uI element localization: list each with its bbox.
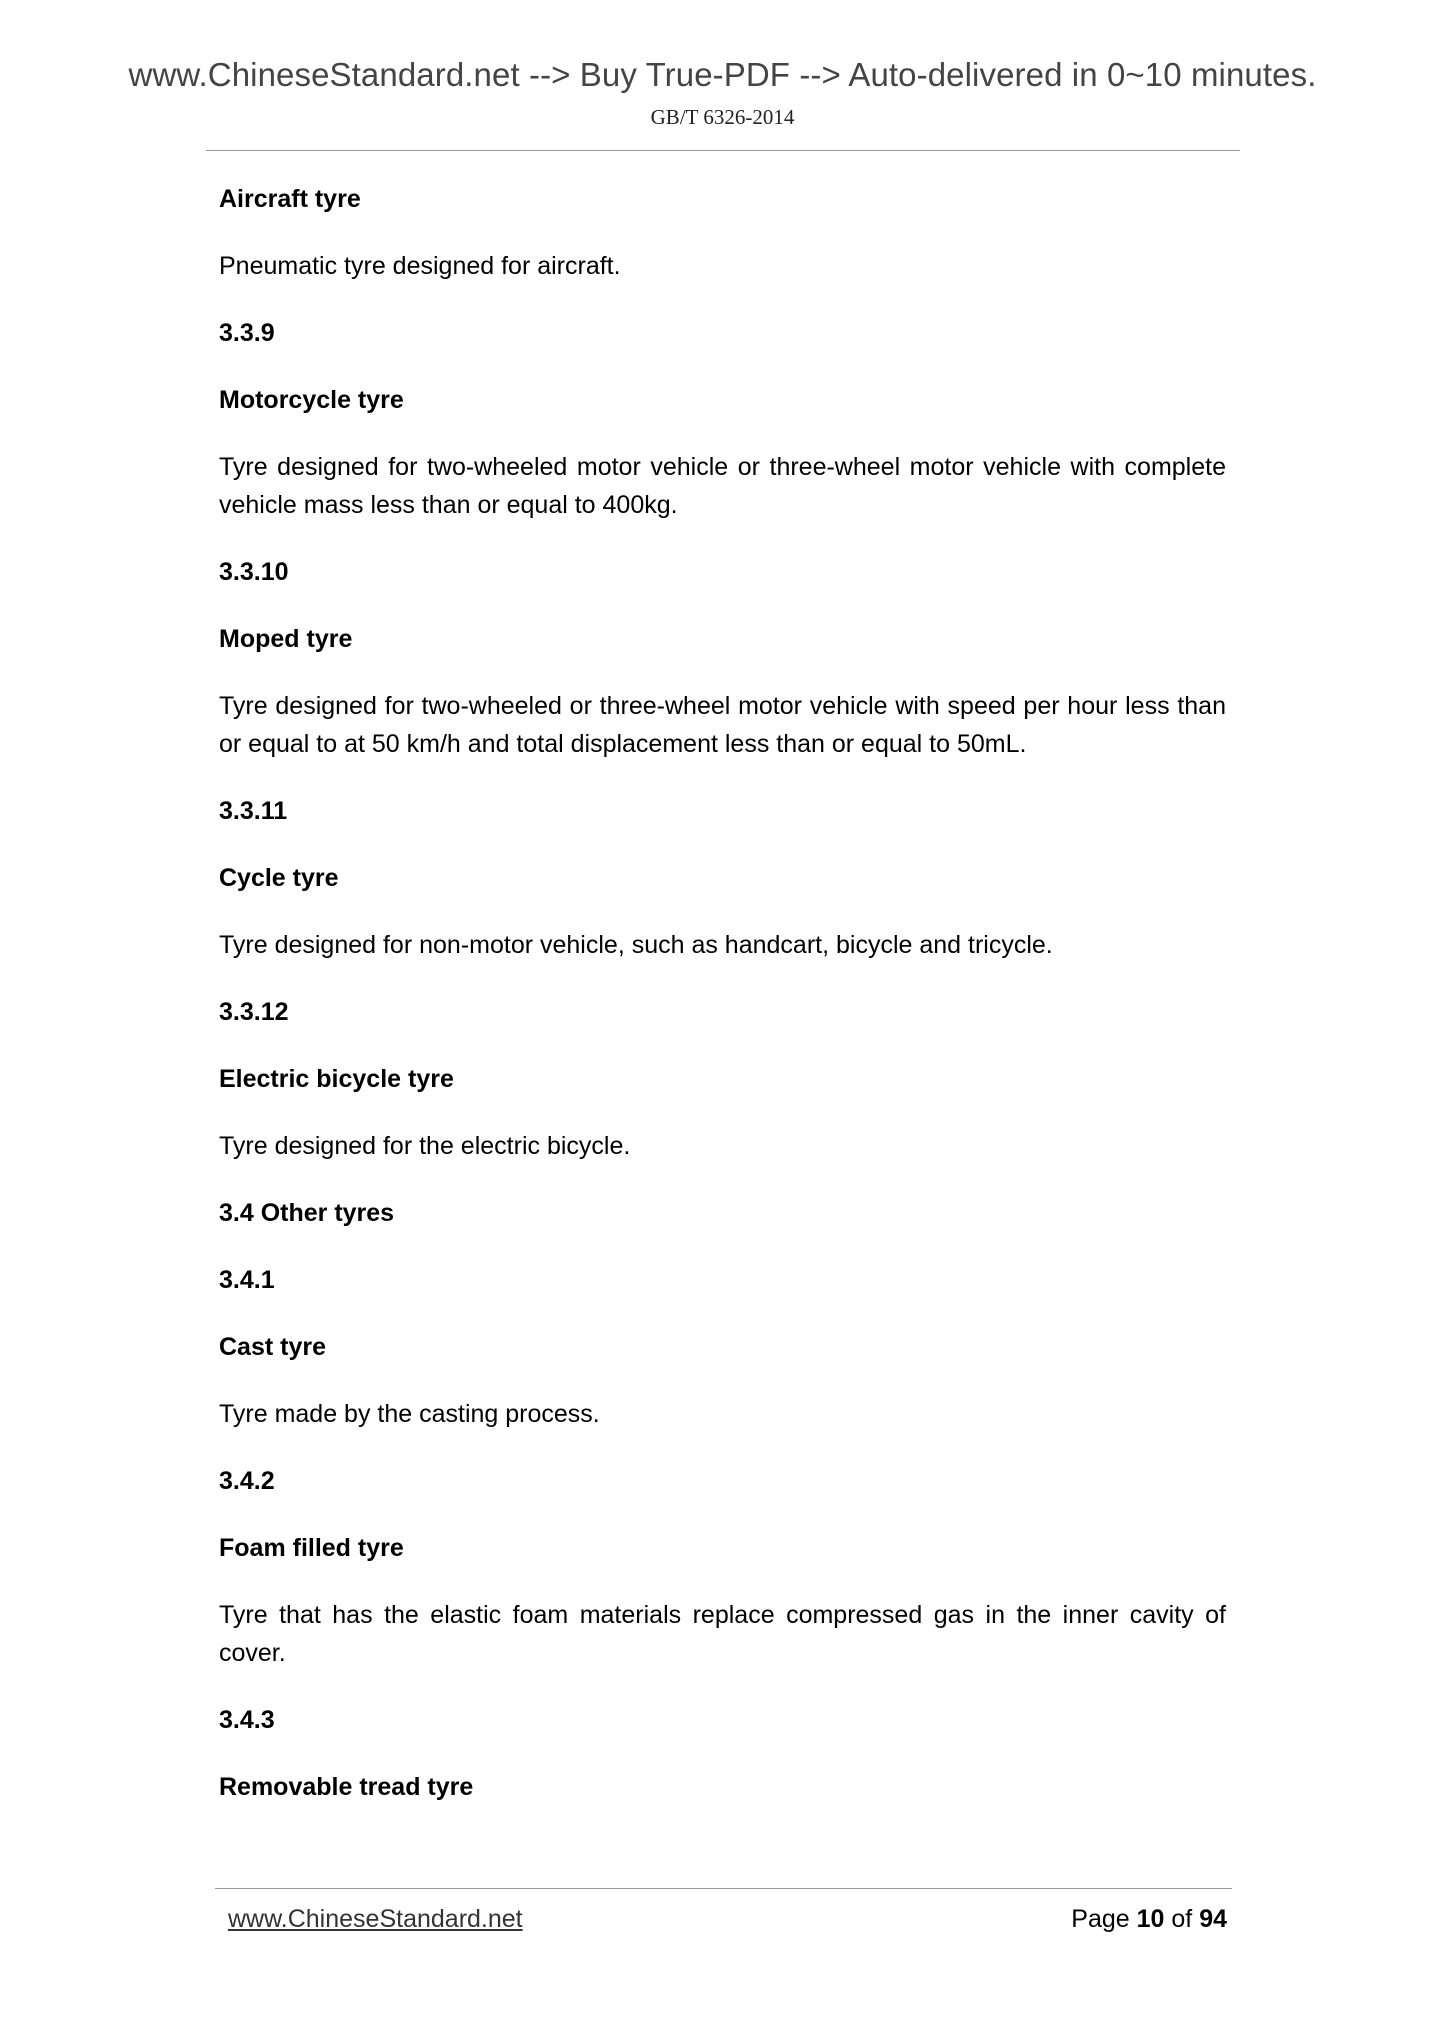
page-prefix: Page: [1071, 1905, 1130, 1933]
term-heading: Cycle tyre: [219, 864, 339, 892]
clause-number: 3.3.12: [219, 998, 289, 1026]
clause-number: 3.4.1: [219, 1266, 275, 1294]
term-definition: Tyre made by the casting process.: [219, 1400, 600, 1428]
term-heading: Foam filled tyre: [219, 1534, 404, 1562]
page-total: 94: [1199, 1905, 1227, 1933]
term-heading: Moped tyre: [219, 625, 353, 653]
term-definition: Tyre designed for two-wheeled or three-wheel motor vehicle with speed per hour less than or equal to at 50 km/h and total displacement less than or equal to 50mL.: [219, 692, 1226, 758]
term-heading: Cast tyre: [219, 1333, 326, 1361]
header-divider: [206, 150, 1240, 151]
section-heading: 3.4 Other tyres: [219, 1199, 395, 1227]
term-heading: Removable tread tyre: [219, 1773, 474, 1801]
term-definition: Tyre designed for two-wheeled motor vehicle or three-wheel motor vehicle with complete vehicle mass less than or equal to 400kg.: [219, 453, 1226, 519]
term-definition: Tyre that has the elastic foam materials replace compressed gas in the inner cavity of cover.: [219, 1601, 1226, 1667]
term-heading: Electric bicycle tyre: [219, 1065, 454, 1093]
page-current: 10: [1136, 1905, 1165, 1933]
term-definition: Tyre designed for non-motor vehicle, such as handcart, bicycle and tricycle.: [219, 931, 1053, 959]
page-of: of: [1171, 1905, 1193, 1933]
term-heading: Aircraft tyre: [219, 185, 361, 213]
clause-number: 3.3.9: [219, 319, 275, 347]
clause-number: 3.3.10: [219, 558, 289, 586]
page-indicator: [1071, 1905, 1227, 1934]
term-heading: Motorcycle tyre: [219, 386, 404, 414]
site-banner: www.ChineseStandard.net --> Buy True-PDF --> Auto-delivered in 0~10 minutes.: [128, 56, 1317, 93]
standard-code: GB/T 6326-2014: [650, 105, 795, 129]
clause-number: 3.4.3: [219, 1706, 275, 1734]
term-definition: Tyre designed for the electric bicycle.: [219, 1132, 631, 1160]
term-definition: Pneumatic tyre designed for aircraft.: [219, 252, 621, 280]
footer-divider: [215, 1888, 1232, 1889]
footer-site-link[interactable]: www.ChineseStandard.net: [228, 1905, 523, 1933]
clause-number: 3.3.11: [219, 797, 288, 825]
document-body: [219, 180, 1226, 1835]
clause-number: 3.4.2: [219, 1467, 275, 1495]
